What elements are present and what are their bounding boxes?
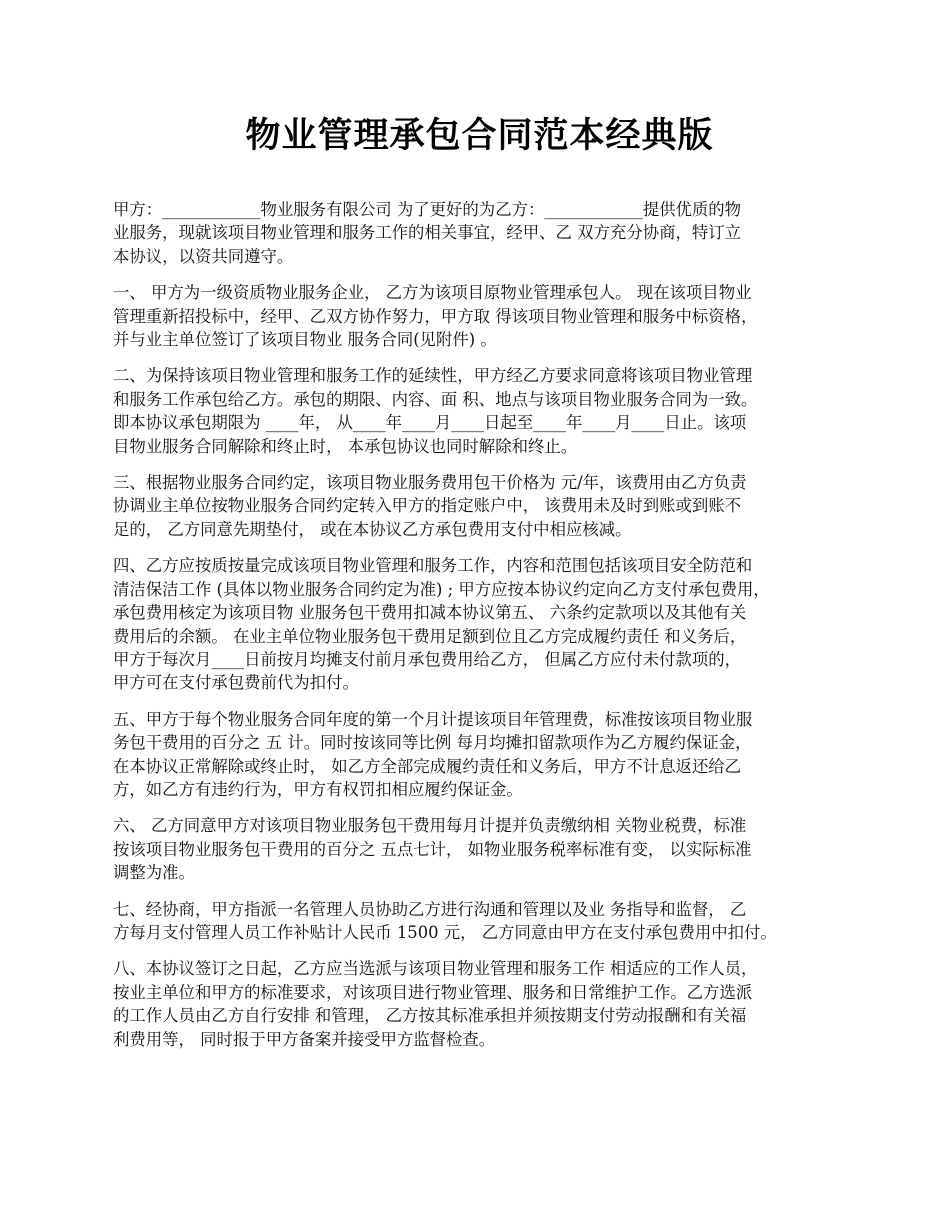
paragraph-line: 本协议，以资共同遵守。 <box>113 246 294 266</box>
paragraph-line: 甲方：____________物业服务有限公司 为了更好的为乙方：____________提供优质的物 <box>113 200 742 219</box>
paragraph-line: 利费用等， 同时报于甲方备案并接受甲方监督检查。 <box>113 1029 496 1049</box>
contract-paragraph <box>113 198 846 268</box>
contract-paragraph <box>113 814 846 884</box>
paragraph-line: 甲方可在支付承包费前代为扣付。 <box>113 673 359 693</box>
contract-paragraph <box>113 281 846 351</box>
paragraph-line: 调整为准。 <box>113 863 195 883</box>
paragraph-line: 方，如乙方有违约行为，甲方有权罚扣相应履约保证金。 <box>113 779 523 799</box>
document-body <box>113 198 846 1051</box>
contract-paragraph <box>113 364 846 458</box>
paragraph-line: 和服务工作承包给乙方。承包的期限、内容、面 积、地点与该项目物业服务合同为一致。 <box>113 389 758 409</box>
paragraph-line: 即本协议承包期限为 ____年， 从____年____月____日起至____年____月____日止。该项 <box>113 413 747 433</box>
contract-paragraph <box>113 957 846 1051</box>
contract-paragraph <box>113 471 846 541</box>
paragraph-line: 管理重新招投标中，经甲、乙双方协作努力，甲方取 得该项目物业管理和服务中标资格， <box>113 306 758 326</box>
paragraph-line: 在本协议正常解除或终止时， 如乙方全部完成履约责任和义务后，甲方不计息返还给乙 <box>113 756 742 776</box>
paragraph-line: 三、根据物业服务合同约定，该项目物业服务费用包干价格为 元/年，该费用由乙方负责 <box>113 473 747 493</box>
paragraph-line: 务包干费用的百分之 五 计。同时按该同等比例 每月均摊扣留款项作为乙方履约保证金， <box>113 733 752 753</box>
paragraph-line: 清洁保洁工作 (具体以物业服务合同约定为准) ; 甲方应按本协议约定向乙方支付承包费用， <box>113 579 770 599</box>
paragraph-line: 甲方于每次月____日前按月均摊支付前月承包费用给乙方， 但属乙方应付未付款项的， <box>113 649 742 669</box>
paragraph-line: 目物业服务合同解除和终止时， 本承包协议也同时解除和终止。 <box>113 436 578 456</box>
paragraph-line: 按业主单位和甲方的标准要求，对该项目进行物业管理、服务和日常维护工作。乙方选派 <box>113 982 753 1002</box>
paragraph-line: 方每月支付管理人员工作补贴计人民币 1500 元， 乙方同意由甲方在支付承包费用中扣付。 <box>113 922 777 942</box>
contract-paragraph <box>113 708 846 802</box>
paragraph-line: 承包费用核定为该项目物 业服务包干费用扣减本协议第五、 六条约定款项以及其他有关 <box>113 603 747 623</box>
contract-paragraph <box>113 898 846 945</box>
document-title: 物业管理承包合同范本经典版 <box>245 115 714 156</box>
paragraph-line: 足的， 乙方同意先期垫付， 或在本协议乙方承包费用支付中相应核减。 <box>113 519 632 539</box>
paragraph-line: 业服务，现就该项目物业管理和服务工作的相关事宜，经甲、乙 双方充分协商，特订立 <box>113 223 742 243</box>
paragraph-line: 的工作人员由乙方自行安排 和管理， 乙方按其标准承担并须按期支付劳动报酬和有关福 <box>113 1006 747 1026</box>
paragraph-line: 四、乙方应按质按量完成该项目物业管理和服务工作，内容和范围包括该项目安全防范和 <box>113 556 753 576</box>
paragraph-line: 协调业主单位按物业服务合同约定转入甲方的指定账户中， 该费用未及时到账或到账不 <box>113 496 742 516</box>
paragraph-line: 一、 甲方为一级资质物业服务企业， 乙方为该项目原物业管理承包人。 现在该项目物业 <box>113 283 752 303</box>
paragraph-line: 按该项目物业服务包干费用的百分之 五点七计， 如物业服务税率标准有变， 以实际标准 <box>113 839 752 859</box>
paragraph-line: 二、为保持该项目物业管理和服务工作的延续性，甲方经乙方要求同意将该项目物业管理 <box>113 366 753 386</box>
paragraph-line: 并与业主单位签订了该项目物业 服务合同(见附件) 。 <box>113 330 497 350</box>
paragraph-line: 费用后的余额。 在业主单位物业服务包干费用足额到位且乙方完成履约责任 和义务后， <box>113 626 747 646</box>
contract-paragraph <box>113 554 846 694</box>
paragraph-line: 五、甲方于每个物业服务合同年度的第一个月计提该项目年管理费，标准按该项目物业服 <box>113 709 753 729</box>
paragraph-line: 八、本协议签订之日起，乙方应当选派与该项目物业管理和服务工作 相适应的工作人员， <box>113 959 758 979</box>
paragraph-line: 六、 乙方同意甲方对该项目物业服务包干费用每月计提并负责缴纳相 关物业税费，标准 <box>113 816 747 836</box>
paragraph-line: 七、经协商，甲方指派一名管理人员协助乙方进行沟通和管理以及业 务指导和监督， 乙 <box>113 899 747 919</box>
